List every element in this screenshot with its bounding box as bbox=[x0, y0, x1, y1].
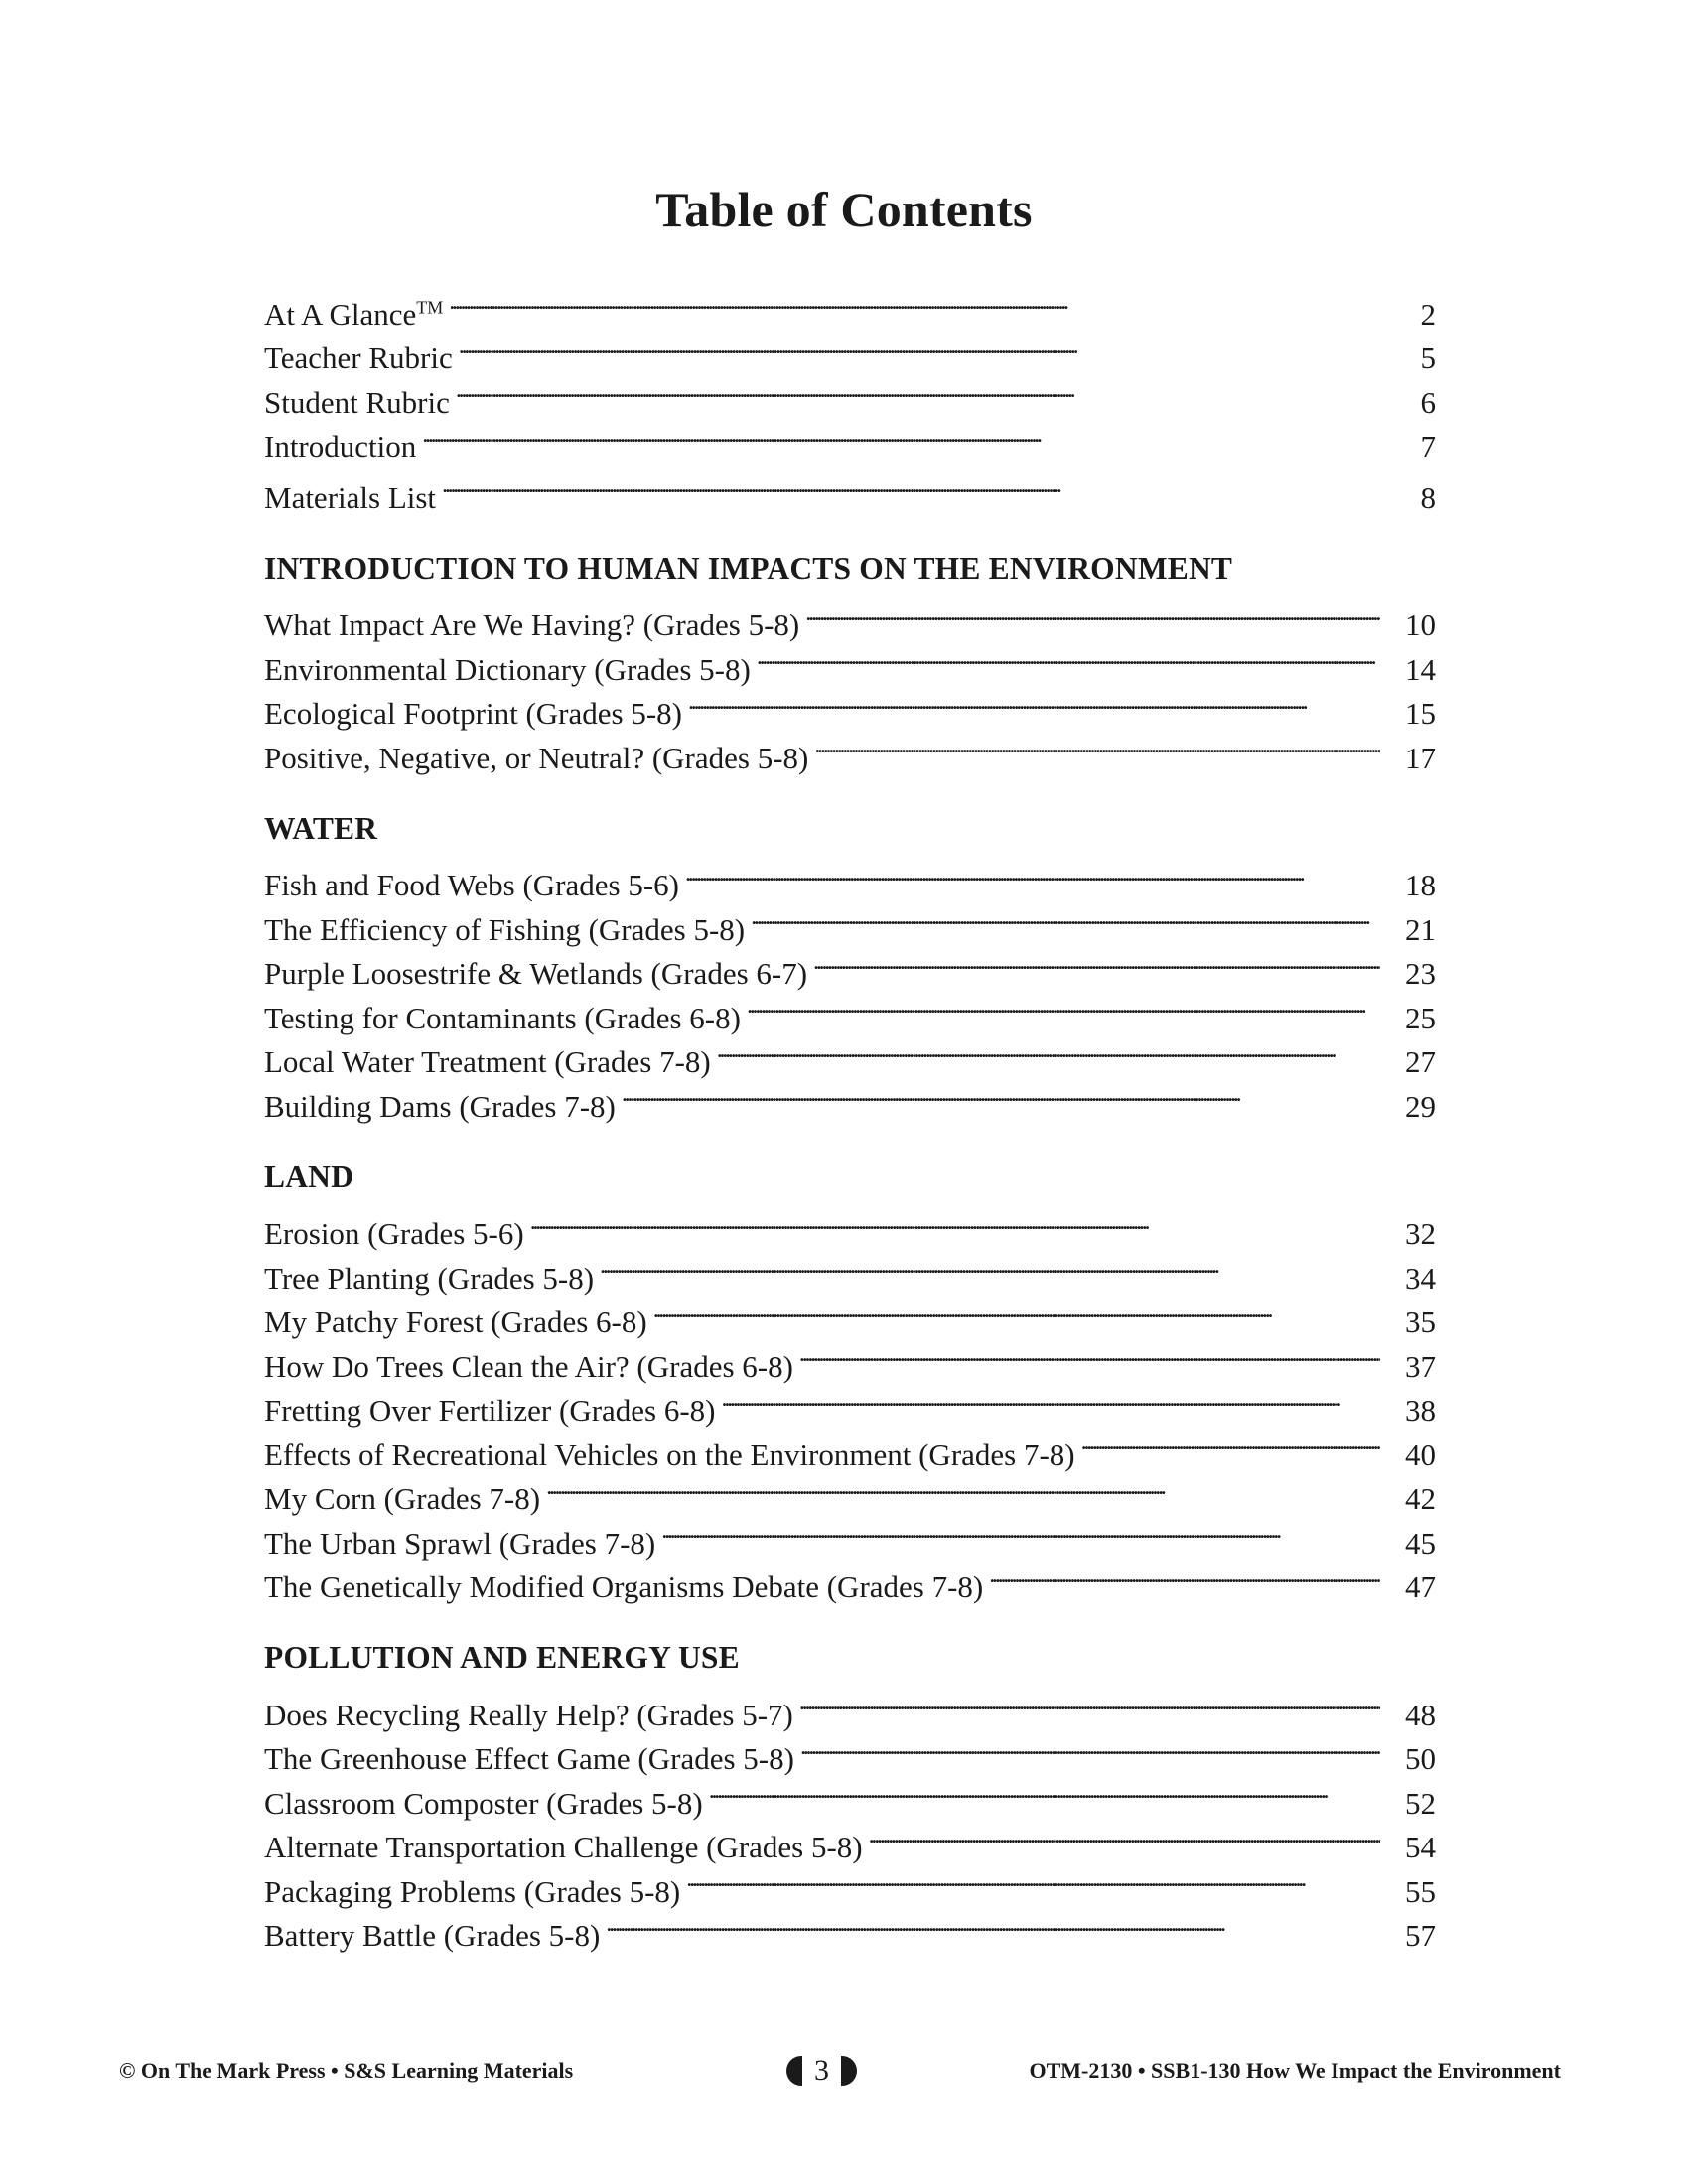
toc-entry-label: Purple Loosestrife & Wetlands (Grades 6-7) bbox=[264, 956, 808, 991]
toc-entry-label: Fish and Food Webs (Grades 5-6) bbox=[264, 868, 679, 902]
toc-entry-label: Testing for Contaminants (Grades 6-8) bbox=[264, 1000, 741, 1035]
toc-entry[interactable] bbox=[264, 280, 1436, 332]
toc-entry-label: Environmental Dictionary (Grades 5-8) bbox=[264, 651, 751, 687]
toc-entry-page: 52 bbox=[1405, 1785, 1436, 1821]
dot-leader bbox=[709, 1769, 1380, 1814]
toc-entry-page: 7 bbox=[1420, 429, 1436, 464]
toc-entry-label: Does Recycling Really Help? (Grades 5-7) bbox=[264, 1697, 793, 1732]
toc-entry-label: My Patchy Forest (Grades 6-8) bbox=[264, 1304, 647, 1339]
toc-entry-page: 54 bbox=[1405, 1830, 1436, 1864]
toc-entry[interactable] bbox=[264, 592, 1436, 642]
toc-entry-page: 23 bbox=[1405, 956, 1436, 991]
section-heading: LAND bbox=[264, 1159, 354, 1194]
toc-entry-page: 55 bbox=[1405, 1873, 1436, 1909]
section-heading: WATER bbox=[264, 810, 378, 846]
half-circle-right-icon bbox=[841, 2056, 857, 2086]
toc-entry-page: 37 bbox=[1405, 1348, 1436, 1384]
toc-entry-page: 32 bbox=[1405, 1216, 1436, 1251]
toc-entry-page: 21 bbox=[1405, 911, 1436, 947]
dot-leader bbox=[606, 1902, 1380, 1947]
dot-leader bbox=[814, 724, 1380, 768]
toc-entry-label: Erosion (Grades 5-6) bbox=[264, 1216, 524, 1251]
dot-leader bbox=[751, 895, 1380, 940]
toc-entry-page: 14 bbox=[1405, 651, 1436, 687]
dot-leader bbox=[422, 413, 1380, 458]
toc-entry-page: 45 bbox=[1405, 1525, 1436, 1561]
toc-entry-label: Classroom Composter (Grades 5-8) bbox=[264, 1785, 703, 1821]
table-of-contents bbox=[264, 280, 1436, 1953]
toc-entry-label: The Greenhouse Effect Game (Grades 5-8) bbox=[264, 1741, 794, 1776]
toc-entry-page: 38 bbox=[1405, 1393, 1436, 1428]
trademark-mark: TM bbox=[416, 297, 444, 318]
toc-entry-label: The Urban Sprawl (Grades 7-8) bbox=[264, 1525, 656, 1561]
toc-entry-page: 8 bbox=[1420, 479, 1436, 515]
toc-entry[interactable] bbox=[264, 1200, 1436, 1251]
toc-entry-label: Introduction bbox=[264, 429, 417, 464]
dot-leader bbox=[717, 1028, 1380, 1073]
toc-entry-page: 6 bbox=[1420, 384, 1436, 420]
toc-entry-label: The Efficiency of Fishing (Grades 5-8) bbox=[264, 911, 746, 947]
dot-leader bbox=[661, 1509, 1380, 1554]
dot-leader bbox=[653, 1289, 1380, 1333]
toc-entry-label: How Do Trees Clean the Air? (Grades 6-8) bbox=[264, 1348, 793, 1384]
footer-book-title: OTM-2130 • SSB1-130 How We Impact the Environment bbox=[1029, 2058, 1561, 2083]
toc-entry-page: 57 bbox=[1405, 1918, 1436, 1953]
toc-entry-label: At A Glance™ bbox=[264, 296, 444, 332]
toc-entry[interactable] bbox=[264, 1681, 1436, 1732]
toc-entry-label: What Impact Are We Having? (Grades 5-8) bbox=[264, 608, 800, 642]
toc-entry-label: Fretting Over Fertilizer (Grades 6-8) bbox=[264, 1393, 716, 1428]
toc-entry-page: 25 bbox=[1405, 1000, 1436, 1035]
toc-entry-page: 29 bbox=[1405, 1088, 1436, 1124]
toc-entry-page: 27 bbox=[1405, 1044, 1436, 1079]
toc-entry-page: 40 bbox=[1405, 1436, 1436, 1472]
toc-entry[interactable] bbox=[264, 413, 1436, 464]
toc-entry-page: 17 bbox=[1405, 740, 1436, 775]
dot-leader bbox=[799, 1332, 1380, 1377]
toc-entry-page: 18 bbox=[1405, 868, 1436, 902]
toc-entry-page: 35 bbox=[1405, 1304, 1436, 1339]
dot-leader bbox=[546, 1465, 1380, 1510]
dot-leader bbox=[456, 368, 1380, 413]
toc-entry-label: Tree Planting (Grades 5-8) bbox=[264, 1260, 595, 1296]
toc-entry-page: 5 bbox=[1420, 341, 1436, 375]
page-title: Table of Contents bbox=[655, 182, 1033, 237]
toc-entry-page: 47 bbox=[1405, 1570, 1436, 1604]
footer-page-number: 3 bbox=[786, 2054, 857, 2088]
dot-leader bbox=[442, 464, 1380, 508]
toc-entry[interactable] bbox=[264, 464, 1436, 515]
dot-leader bbox=[747, 984, 1380, 1028]
dot-leader bbox=[813, 940, 1380, 985]
dot-leader bbox=[530, 1200, 1380, 1245]
dot-leader bbox=[685, 852, 1380, 896]
toc-entry-label: Teacher Rubric bbox=[264, 341, 453, 375]
dot-leader bbox=[989, 1554, 1380, 1598]
half-circle-left-icon bbox=[786, 2056, 802, 2086]
dot-leader bbox=[686, 1857, 1380, 1902]
toc-entry-label: Materials List bbox=[264, 479, 437, 515]
toc-entry-label: Building Dams (Grades 7-8) bbox=[264, 1088, 616, 1124]
toc-entry-page: 15 bbox=[1405, 696, 1436, 731]
toc-entry-label: Local Water Treatment (Grades 7-8) bbox=[264, 1044, 711, 1079]
toc-entry-page: 50 bbox=[1405, 1741, 1436, 1776]
toc-entry-page: 42 bbox=[1405, 1481, 1436, 1516]
toc-entry-label: Student Rubric bbox=[264, 384, 450, 420]
dot-leader bbox=[757, 635, 1380, 680]
toc-entry-label: Battery Battle (Grades 5-8) bbox=[264, 1918, 601, 1953]
dot-leader bbox=[869, 1814, 1380, 1858]
toc-entry-page: 10 bbox=[1405, 608, 1436, 642]
toc-entry-label: Alternate Transportation Challenge (Grades 5-8) bbox=[264, 1830, 863, 1864]
dot-leader bbox=[622, 1072, 1380, 1117]
dot-leader bbox=[800, 1725, 1380, 1770]
dot-leader bbox=[1081, 1421, 1380, 1465]
toc-entry-page: 48 bbox=[1405, 1697, 1436, 1732]
section-heading: POLLUTION AND ENERGY USE bbox=[264, 1640, 740, 1675]
footer-copyright: © On The Mark Press • S&S Learning Materials bbox=[119, 2058, 574, 2083]
page-footer bbox=[119, 2051, 1569, 2091]
dot-leader bbox=[688, 680, 1380, 725]
toc-entry-label: The Genetically Modified Organisms Debate (Grades 7-8) bbox=[264, 1570, 984, 1604]
section-heading: INTRODUCTION TO HUMAN IMPACTS ON THE ENVIRONMENT bbox=[264, 550, 1233, 586]
toc-entry-label: Packaging Problems (Grades 5-8) bbox=[264, 1873, 681, 1909]
dot-leader bbox=[449, 280, 1380, 325]
toc-entry-label: Positive, Negative, or Neutral? (Grades 5-8) bbox=[264, 740, 809, 775]
toc-entry-page: 34 bbox=[1405, 1260, 1436, 1296]
toc-entry[interactable] bbox=[264, 852, 1436, 902]
dot-leader bbox=[805, 592, 1380, 636]
dot-leader bbox=[722, 1377, 1380, 1422]
toc-entry-label: Ecological Footprint (Grades 5-8) bbox=[264, 696, 682, 731]
dot-leader bbox=[600, 1244, 1380, 1289]
dot-leader bbox=[799, 1681, 1380, 1725]
dot-leader bbox=[459, 325, 1380, 369]
toc-entry-label: Effects of Recreational Vehicles on the Environment (Grades 7-8) bbox=[264, 1436, 1075, 1472]
toc-entry-label: My Corn (Grades 7-8) bbox=[264, 1481, 541, 1516]
toc-entry-page: 2 bbox=[1420, 296, 1436, 332]
